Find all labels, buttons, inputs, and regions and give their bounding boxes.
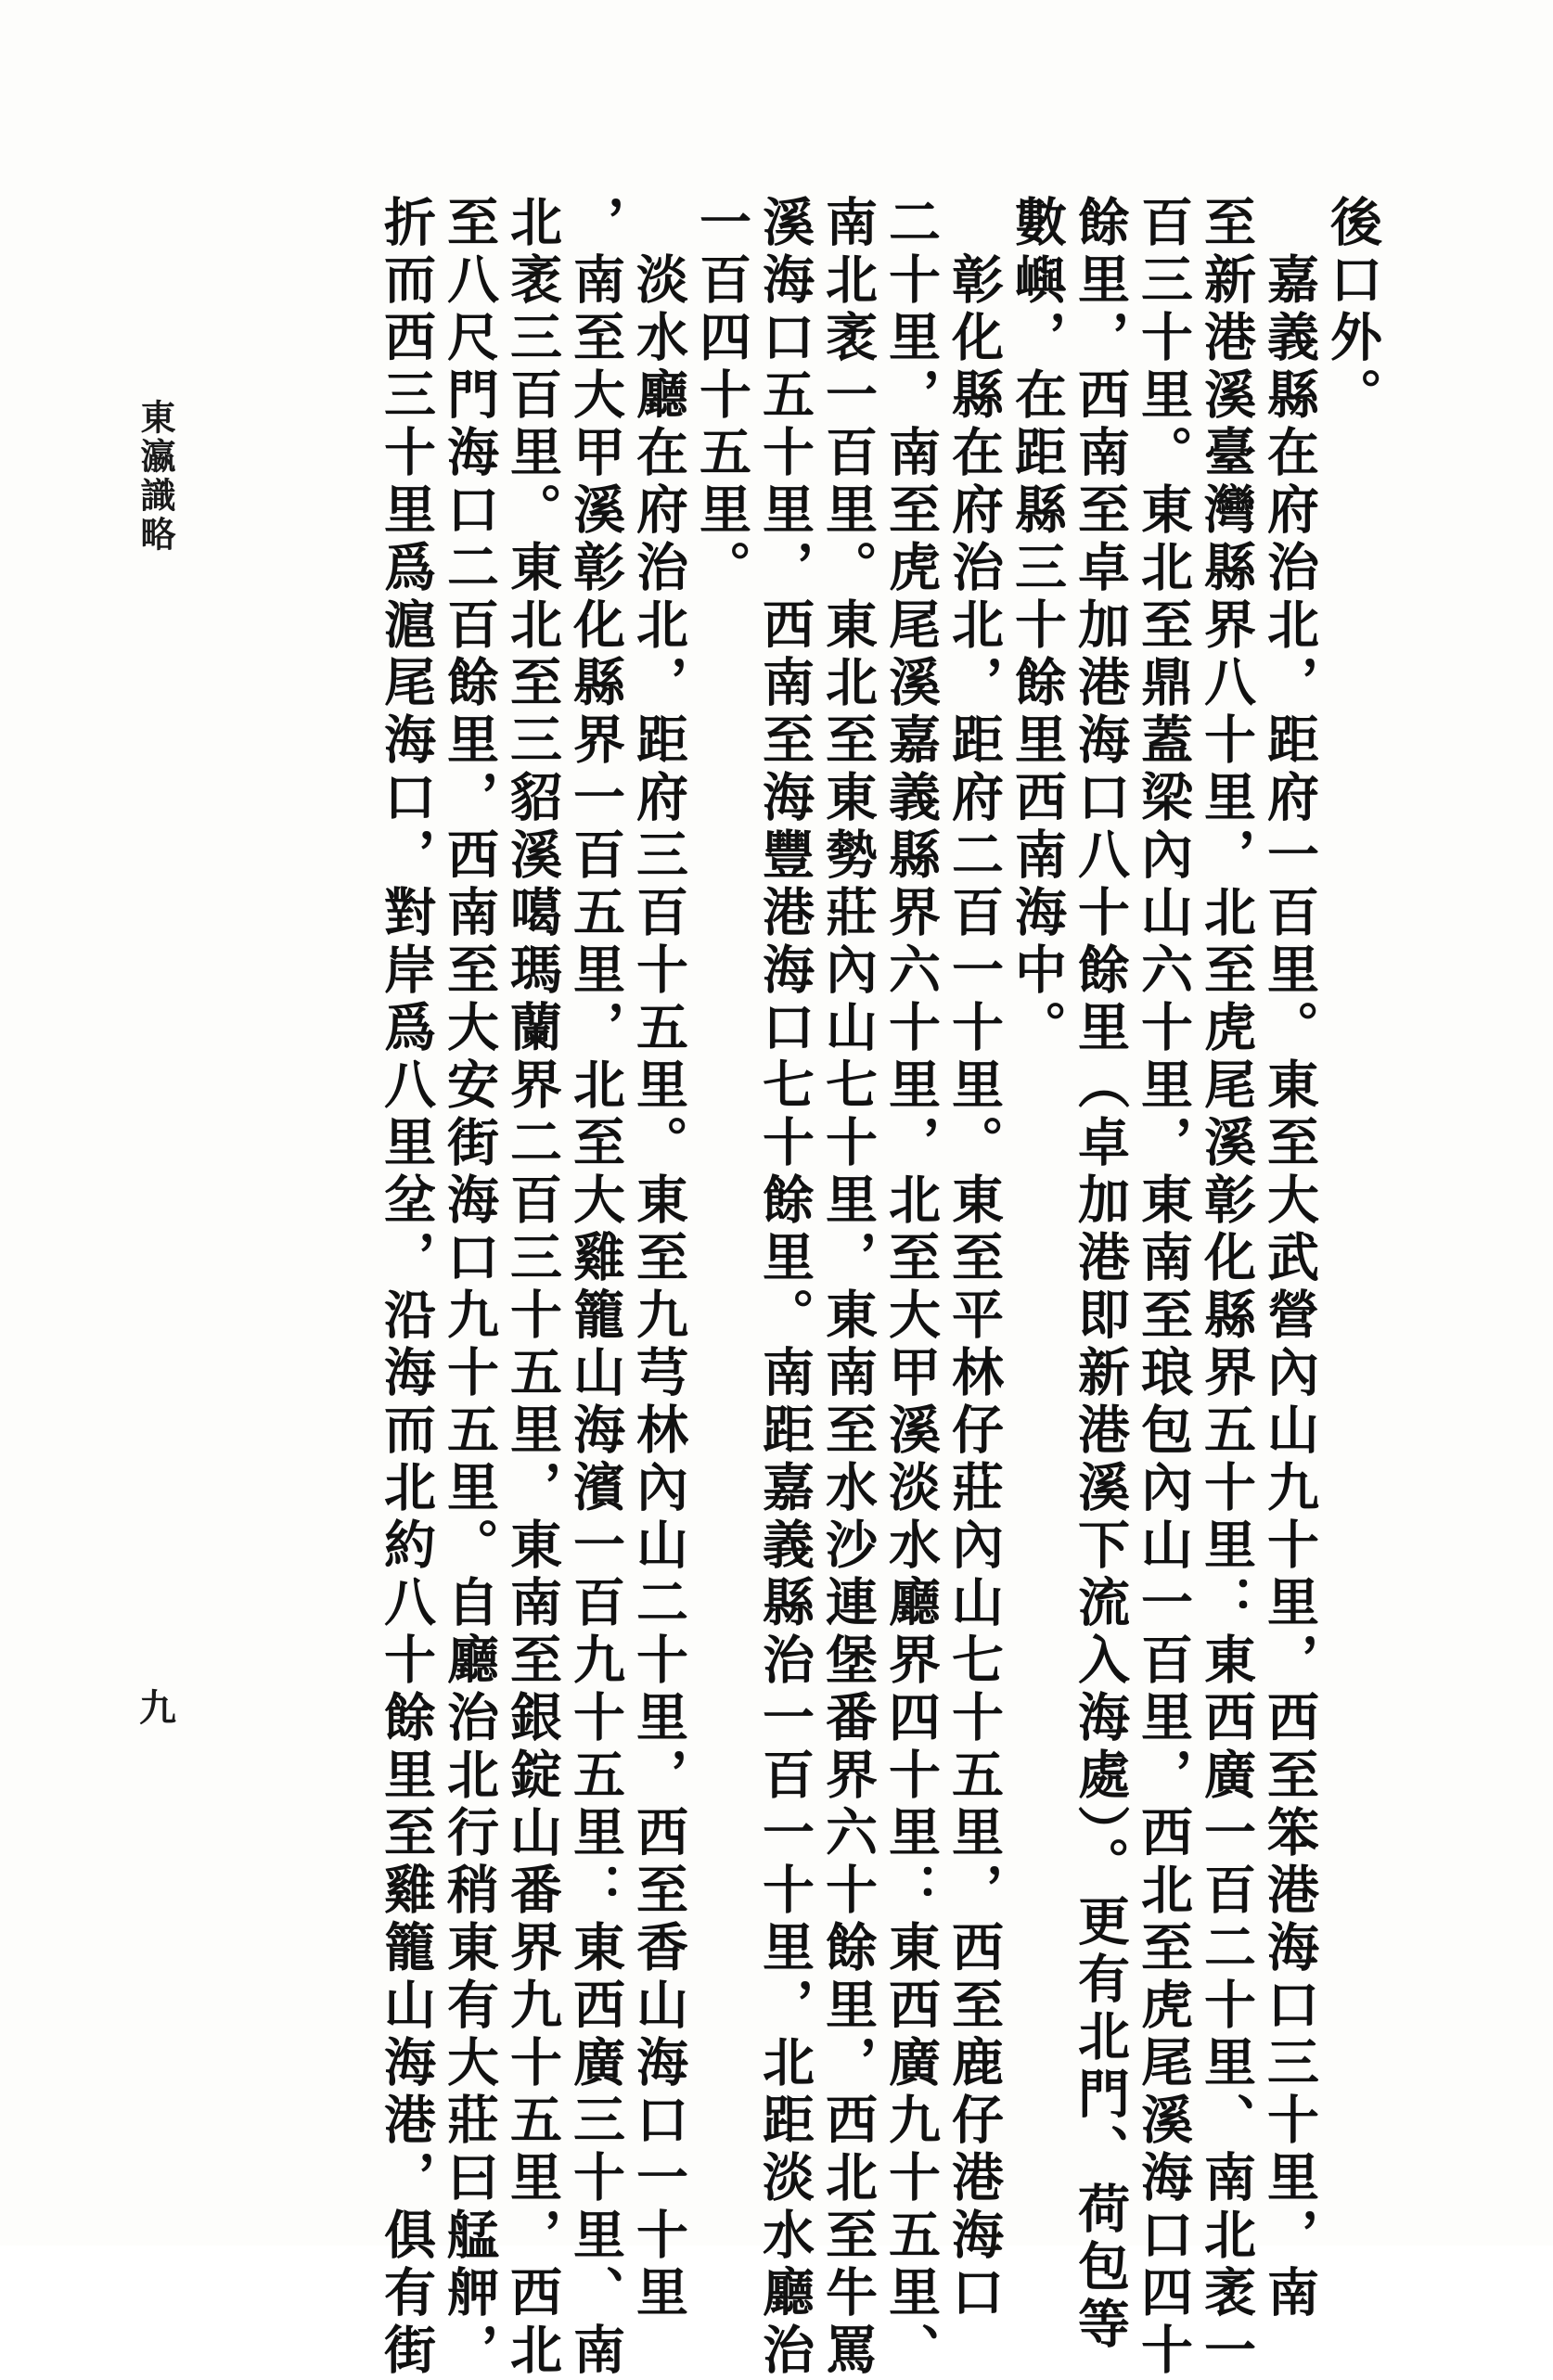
text-column-9: 南北袤一百里。東北至東勢莊內山七十里，東南至水沙連堡番界六十餘里，西北至牛罵 [817,195,879,2380]
text-column-3: 至新港溪臺灣縣界八十里，北至虎尾溪彰化縣界五十里：東西廣一百二十里、南北袤一 [1196,195,1257,2380]
page-number: 九 [139,1686,176,1730]
text-column-7: 彰化縣在府治北，距府二百一十里。東至平林仔莊內山七十五里，西至鹿仔港海口 [943,195,1005,2322]
text-column-1: 後口外。 [1322,195,1383,425]
text-column-15: 至八尺門海口二百餘里，西南至大安街海口九十五里。自廳治北行稍東有大莊曰艋舺， [439,195,500,2380]
text-column-5: 餘里，西南至卓加港海口八十餘里（卓加港即新港溪下流入海處）。更有北門、荷包等 [1070,195,1131,2354]
text-column-11: 一百四十五里。 [691,195,752,597]
text-column-2: 嘉義縣在府治北，距府一百里。東至大武營內山九十里，西至笨港海口三十里，南 [1259,195,1320,2322]
text-column-8: 二十里，南至虎尾溪嘉義縣界六十里，北至大甲溪淡水廳界四十里：東西廣九十五里、 [880,195,942,2380]
text-column-13: ，南至大甲溪彰化縣界一百五里，北至大雞籠山海濱一百九十五里：東西廣三十里、南 [565,195,626,2380]
text-column-12: 淡水廳在府治北，距府三百十五里。東至九芎林內山二十里，西至香山海口一十里 [628,195,689,2322]
text-column-16: 折而西三十里爲滬尾海口，對岸爲八里坌，沿海而北約八十餘里至雞籠山海港，俱有街 [376,195,437,2380]
text-column-10: 溪海口五十里，西南至海豐港海口七十餘里。南距嘉義縣治一百一十里，北距淡水廳治 [754,195,815,2380]
text-column-6: 數嶼，在距縣三十餘里西南海中。 [1007,195,1068,1057]
running-title: 東瀛識略 [135,399,176,555]
text-column-14: 北袤三百里。東北至三貂溪噶瑪蘭界二百三十五里，東南至銀錠山番界九十五里，西北 [502,195,563,2380]
text-column-4: 百三十里。東北至鼎蓋梁內山六十里，東南至琅包內山一百里，西北至虎尾溪海口四十 [1133,195,1194,2380]
